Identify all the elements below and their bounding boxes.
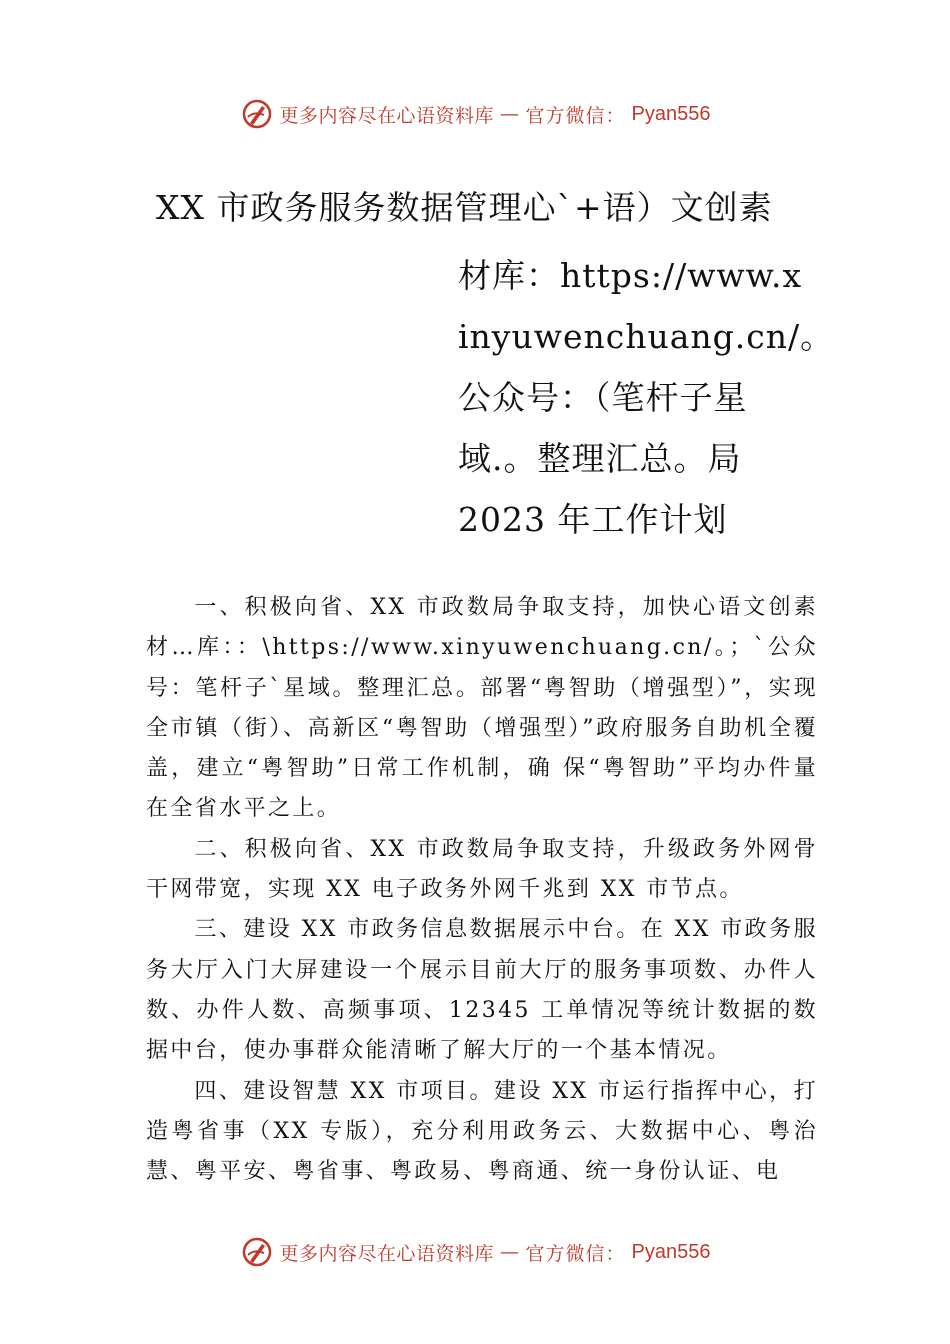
banner-text: 更多内容尽在心语资料库	[279, 1242, 495, 1265]
document-body	[146, 588, 818, 1192]
paragraph: 一、积极向省、XX 市政数局争取支持，加快心语文创素材…库：：\https://www.xinyuwenchuang.cn/。；`公众号：笔杆子`星域。整理汇总。部署“粤智助（增强型）”，实现全市镇（街）、高新区“粤智助（增强型）”政府服务自助机全覆盖，建立“粤智助”日常工作机制，确 保“粤智助”平均办件量在全省水平之上。	[146, 595, 818, 822]
title-line: 公众号：（笔杆子星	[458, 378, 748, 417]
banner-wechat-label: 官方微信：	[525, 104, 626, 127]
banner-dash: —	[500, 1241, 520, 1263]
header-banner	[0, 94, 950, 134]
banner-wechat-id: Pyan556	[631, 1240, 711, 1263]
title-line: 材库：https://www.x	[458, 256, 803, 295]
title-line: 2023 年工作计划	[458, 500, 728, 539]
footer-banner	[0, 1232, 950, 1272]
banner-text: 更多内容尽在心语资料库	[279, 104, 495, 127]
pen-logo-icon	[240, 1235, 274, 1269]
document-title-line1: XX 市政务服务数据管理心`+语）文创素	[156, 188, 773, 227]
paragraph: 四、建设智慧 XX 市项目。建设 XX 市运行指挥中心，打造粤省事（XX 专版），充分利用政务云、大数据中心、粤治慧、粤平安、粤省事、粤政易、粤商通、统一身份认证、电	[146, 1078, 818, 1185]
paragraph: 三、建设 XX 市政务信息数据展示中台。在 XX 市政务服务大厅入门大屏建设一个展示目前大厅的服务事项数、办件人数、办件人数、高频事项、12345 工单情况等统计数据的数据中台，使办事群众能清晰了解大厅的一个基本情况。	[146, 917, 818, 1064]
document-title-block	[458, 245, 835, 550]
title-line: 域.。整理汇总。局	[458, 439, 742, 478]
paragraph: 二、积极向省、XX 市政数局争取支持，升级政务外网骨干网带宽，实现 XX 电子政务外网千兆到 XX 市节点。	[146, 836, 818, 903]
pen-logo-icon	[240, 97, 274, 131]
banner-wechat-label: 官方微信：	[525, 1242, 626, 1265]
banner-dash: —	[500, 103, 520, 125]
title-line: inyuwenchuang.cn/。	[458, 317, 835, 356]
banner-wechat-id: Pyan556	[631, 102, 711, 125]
